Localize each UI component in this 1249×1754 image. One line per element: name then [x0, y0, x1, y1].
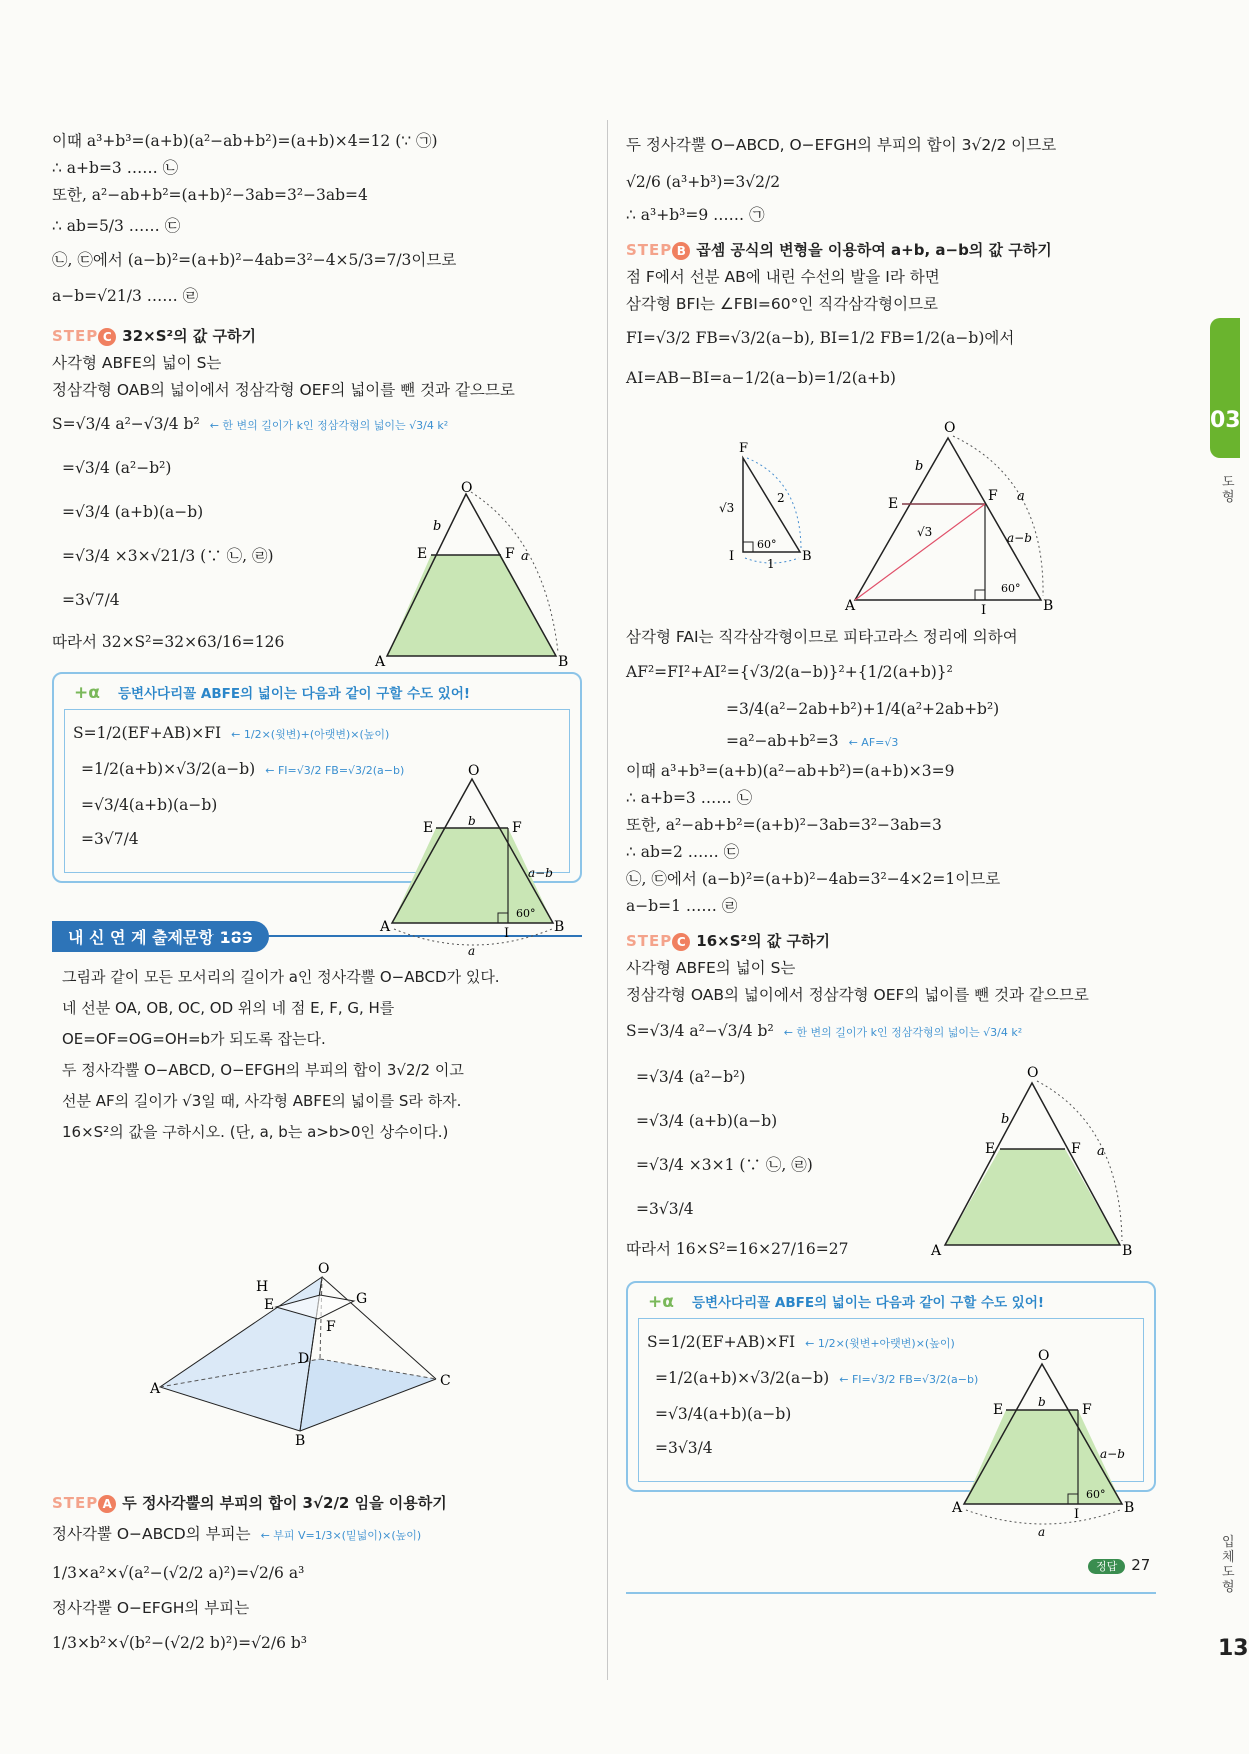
left-a-text-1: 정사각뿔 O−ABCD의 부피는	[52, 1525, 251, 1543]
py-label-h: H	[256, 1279, 269, 1295]
step-a-label: STEP	[52, 1494, 99, 1512]
right-trapezoid-figure	[925, 1065, 1140, 1259]
triangle-oab-3	[855, 438, 1041, 600]
left-step-a-block	[52, 1482, 582, 1663]
left-plus-line-1	[73, 716, 561, 752]
right-c-formula-1: S=√3/4 a²−√3/4 b²	[626, 1022, 774, 1040]
left-c-line-5: =√3/4 (a+b)(a−b)	[62, 503, 204, 521]
label-a-len-2: a	[468, 944, 476, 958]
page-number: 13	[1218, 1636, 1249, 1661]
py-label-c: C	[440, 1373, 451, 1389]
plus-alpha-icon: +α	[74, 683, 100, 703]
right-b2-line-8: ∴ ab=2 …… ㉢	[626, 843, 740, 861]
rt-label-a: A	[845, 598, 856, 614]
right-c-note: ← 한 변의 길이가 k인 정삼각형의 넓이는 √3/4 k²	[783, 1026, 1023, 1039]
rt-label-e: E	[888, 496, 899, 512]
side-text-top: 도형	[1222, 475, 1235, 505]
right-plus-head	[648, 1291, 1144, 1312]
right-plus-line-3: =√3/4(a+b)(a−b)	[655, 1405, 792, 1423]
rt-label-a-len: a	[1017, 489, 1025, 504]
step-a-title: 두 정사각뿔의 부피의 합이 3√2/2 임을 이용하기	[122, 1494, 447, 1512]
right-step-c-heading	[626, 930, 1156, 951]
right-column	[626, 128, 1156, 398]
left-plus-head	[74, 682, 570, 703]
label-f-2: F	[512, 820, 522, 836]
left-c-line-8: 따라서 32×S²=32×63/16=126	[52, 633, 285, 651]
right-b2-line-10: a−b=1 …… ㉣	[626, 897, 738, 915]
tz-label-e: E	[985, 1141, 996, 1157]
tz-label-b: B	[1122, 1243, 1133, 1259]
left-line-3: 또한, a²−ab+b²=(a+b)²−3ab=3²−3ab=4	[52, 186, 368, 204]
step-b-label: STEP	[626, 241, 673, 259]
tz-label-b-len: b	[1001, 1112, 1010, 1127]
left-plus-line-4: =3√7/4	[81, 830, 139, 848]
py-label-a: A	[150, 1381, 161, 1397]
left-c-line-1: 사각형 ABFE의 넓이 S는	[52, 354, 222, 372]
st-label-60: 60°	[757, 538, 777, 551]
st-label-2: 2	[777, 491, 785, 505]
right-plus-line-4: =3√3/4	[655, 1439, 713, 1457]
arc-a-3	[953, 436, 1043, 596]
left-step-c-heading	[52, 325, 582, 346]
py-label-d: D	[298, 1351, 310, 1367]
left-a-line-3: 정사각뿔 O−EFGH의 부피는	[52, 1599, 250, 1617]
st-label-f: F	[739, 441, 749, 456]
problem-line-4: 두 정사각뿔 O−ABCD, O−EFGH의 부피의 합이 3√2/2 이고	[62, 1061, 464, 1079]
label-amb-2: a−b	[528, 866, 553, 880]
pf-label-a: A	[952, 1500, 963, 1516]
right-b2-line-7: 또한, a²−ab+b²=(a+b)²−3ab=3²−3ab=3	[626, 816, 942, 834]
problem-line-2: 네 선분 OA, OB, OC, OD 위의 네 점 E, F, G, H를	[62, 999, 395, 1017]
pf-label-o: O	[1038, 1348, 1050, 1364]
right-plus-head-text: 등변사다리꼴 ABFE의 넓이는 다음과 같이 구할 수도 있어!	[691, 1295, 1045, 1311]
st-label-b: B	[802, 549, 812, 564]
tz-label-f: F	[1071, 1141, 1081, 1157]
right-main-triangle-figure	[845, 420, 1060, 618]
left-a-line-2: 1/3×a²×√(a²−(√2/2 a)²)=√2/6 a³	[52, 1564, 305, 1582]
step-b-title: 곱셈 공식의 변형을 이용하여 a+b, a−b의 값 구하기	[696, 241, 1052, 259]
problem-line-1: 그림과 같이 모든 모서리의 길이가 a인 정사각뿔 O−ABCD가 있다.	[62, 968, 500, 986]
label-b-2: B	[554, 919, 565, 935]
left-c-line-6: =√3/4 ×3×√21/3 (∵ ㉡, ㉣)	[62, 547, 274, 565]
pf-label-i: I	[1074, 1507, 1080, 1522]
right-b2-line-3: =3/4(a²−2ab+b²)+1/4(a²+2ab+b²)	[726, 700, 1000, 718]
right-plus-figure	[950, 1348, 1140, 1542]
label-b: B	[558, 654, 569, 670]
right-c-line-8: 따라서 16×S²=16×27/16=27	[626, 1240, 849, 1258]
right-b2-line-9: ㉡, ㉢에서 (a−b)²=(a+b)²−4ab=3²−4×2=1이므로	[626, 870, 1001, 888]
label-60-2: 60°	[516, 907, 536, 920]
rt-label-f: F	[988, 488, 998, 504]
right-angle-mark-2	[743, 542, 753, 552]
right-af-note: ← AF=√3	[848, 736, 899, 749]
right-line-3: ∴ a³+b³=9 …… ㉠	[626, 206, 765, 224]
step-b-circle: B	[672, 242, 690, 260]
st-label-sqrt3: √3	[719, 501, 735, 515]
left-a-note: ← 부피 V=1/3×(밑넓이)×(높이)	[260, 1529, 422, 1542]
py-label-e: E	[264, 1297, 275, 1313]
right-c-line-1: 사각형 ABFE의 넓이 S는	[626, 959, 796, 977]
rt-label-amb: a−b	[1007, 531, 1032, 545]
right-plus-note-2: ← FI=√3/2 FB=√3/2(a−b)	[839, 1373, 979, 1386]
label-b-len: b	[433, 519, 442, 534]
pyramid-figure	[150, 1261, 500, 1449]
answer-badge: 정답	[1088, 1559, 1125, 1574]
left-c-note: ← 한 변의 길이가 k인 정삼각형의 넓이는 √3/4 k²	[209, 419, 449, 432]
label-b-len-2: b	[468, 814, 476, 828]
left-line-1: 이때 a³+b³=(a+b)(a²−ab+b²)=(a+b)×4=12 (∵ ㉠)	[52, 132, 438, 150]
right-c-line-3	[626, 1009, 1156, 1055]
right-b-line-1: 점 F에서 선분 AB에 내린 수선의 발을 I라 하면	[626, 268, 940, 286]
step-c2-label: STEP	[626, 932, 673, 950]
segment-af	[855, 504, 985, 600]
right-c-line-7: =3√3/4	[636, 1200, 694, 1218]
right-b-line-3: FI=√3/2 FB=√3/2(a−b), BI=1/2 FB=1/2(a−b)에서	[626, 329, 1015, 347]
right-b2-line-6: ∴ a+b=3 …… ㉡	[626, 789, 753, 807]
label-i-2: I	[504, 926, 510, 941]
tz-label-a: A	[931, 1243, 942, 1259]
arc-bottom-5	[966, 1510, 1120, 1524]
pf-label-a-len: a	[1038, 1525, 1046, 1539]
right-b2-line-1: 삼각형 FAI는 직각삼각형이므로 피타고라스 정리에 의하여	[626, 628, 1018, 646]
pf-label-b-len: b	[1038, 1395, 1046, 1409]
right-b-line-2: 삼각형 BFI는 ∠FBI=60°인 직각삼각형이므로	[626, 295, 939, 313]
left-trapezoid-figure	[355, 480, 570, 670]
step-c2-circle: C	[672, 933, 690, 951]
step-a-circle: A	[98, 1495, 116, 1513]
right-b2-line-5: 이때 a³+b³=(a+b)(a²−ab+b²)=(a+b)×3=9	[626, 762, 955, 780]
bottom-rule	[626, 1592, 1156, 1594]
py-label-f: F	[326, 1319, 336, 1335]
answer	[1088, 1556, 1150, 1574]
rt-label-b-len: b	[915, 459, 924, 474]
label-f: F	[505, 546, 515, 562]
left-line-5: ㉡, ㉢에서 (a−b)²=(a+b)²−4ab=3²−4×5/3=7/3이므로	[52, 251, 457, 269]
right-step-b-heading	[626, 239, 1156, 260]
pf-label-b: B	[1124, 1500, 1135, 1516]
left-a-line-4: 1/3×b²×√(b²−(√2/2 b)²)=√2/6 b³	[52, 1634, 308, 1652]
rt-label-i: I	[981, 603, 987, 618]
right-line-2: √2/6 (a³+b³)=3√2/2	[626, 173, 781, 191]
st-label-i: I	[729, 549, 735, 564]
left-line-6: a−b=√21/3 …… ㉣	[52, 287, 199, 305]
label-a-2: A	[380, 919, 391, 935]
pf-label-60: 60°	[1086, 1488, 1106, 1501]
right-plus-note-1: ← 1/2×(윗변+아랫변)×(높이)	[805, 1337, 955, 1350]
right-angle-mark-3	[975, 590, 985, 600]
rt-label-b: B	[1043, 598, 1054, 614]
pf-label-f: F	[1082, 1402, 1092, 1418]
step-title: 32×S²의 값 구하기	[122, 327, 256, 345]
tz-label-a-len: a	[1097, 1144, 1105, 1159]
left-plus-formula-2: =1/2(a+b)×√3/2(a−b)	[81, 760, 256, 778]
left-c-line-3	[52, 404, 582, 446]
right-small-triangle-figure	[715, 440, 825, 570]
problem-line-5: 선분 AF의 길이가 √3일 때, 사각형 ABFE의 넓이를 S라 하자.	[62, 1092, 462, 1110]
side-chapter-tab	[1210, 318, 1240, 458]
left-c-line-2: 정삼각형 OAB의 넓이에서 정삼각형 OEF의 넓이를 뺀 것과 같으므로	[52, 381, 515, 399]
left-c-line-4: =√3/4 (a²−b²)	[62, 459, 172, 477]
right-plus-formula-1: S=1/2(EF+AB)×FI	[647, 1333, 796, 1351]
side-text-bottom: 입체도형	[1222, 1535, 1235, 1595]
label-a: A	[375, 654, 386, 670]
arc-bottom	[394, 929, 552, 945]
left-line-2: ∴ a+b=3 …… ㉡	[52, 159, 179, 177]
label-a-len: a	[521, 549, 529, 564]
step-label: STEP	[52, 327, 99, 345]
right-c-line-4: =√3/4 (a²−b²)	[636, 1068, 746, 1086]
problem-line-6: 16×S²의 값을 구하시오. (단, a, b는 a>b>0인 상수이다.)	[62, 1123, 449, 1141]
column-divider	[607, 120, 608, 1680]
left-plus-note-1: ← 1/2×(윗변)+(아랫변)×(높이)	[231, 728, 390, 741]
right-c-line-5: =√3/4 (a+b)(a−b)	[636, 1112, 778, 1130]
problem-heading: 내 신 연 계 출제문항 189	[52, 921, 269, 952]
label-o-2: O	[468, 763, 480, 779]
left-plus-figure	[378, 765, 578, 965]
py-label-b: B	[295, 1433, 306, 1449]
right-c-line-2: 정삼각형 OAB의 넓이에서 정삼각형 OEF의 넓이를 뺀 것과 같으므로	[626, 986, 1089, 1004]
step-circle: C	[98, 328, 116, 346]
left-plus-head-text: 등변사다리꼴 ABFE의 넓이는 다음과 같이 구할 수도 있어!	[117, 686, 471, 702]
left-c-line-7: =3√7/4	[62, 591, 120, 609]
tz-label-o: O	[1027, 1065, 1039, 1081]
label-e: E	[417, 546, 428, 562]
right-b2-line-4	[626, 726, 1156, 758]
pf-label-e: E	[993, 1402, 1004, 1418]
arc-fb	[747, 458, 801, 548]
right-b2-formula-4: =a²−ab+b²=3	[726, 732, 839, 750]
left-c-formula-1: S=√3/4 a²−√3/4 b²	[52, 415, 200, 433]
py-label-g: G	[356, 1291, 368, 1307]
right-line-1: 두 정사각뿔 O−ABCD, O−EFGH의 부피의 합이 3√2/2 이므로	[626, 136, 1057, 154]
answer-value: 27	[1131, 1556, 1151, 1574]
plus-alpha-icon-2: +α	[648, 1292, 674, 1312]
side-tab-number: 03	[1210, 408, 1241, 433]
left-line-4: ∴ ab=5/3 …… ㉢	[52, 217, 181, 235]
left-plus-formula-1: S=1/2(EF+AB)×FI	[73, 724, 222, 742]
left-plus-line-3: =√3/4(a+b)(a−b)	[81, 796, 218, 814]
right-plus-formula-2: =1/2(a+b)×√3/2(a−b)	[655, 1369, 830, 1387]
py-label-o: O	[318, 1261, 330, 1277]
rt-label-sqrt3: √3	[917, 525, 933, 539]
right-c-line-6: =√3/4 ×3×1 (∵ ㉡, ㉣)	[636, 1156, 813, 1174]
left-step-a-heading	[52, 1492, 582, 1513]
step-c2-title: 16×S²의 값 구하기	[696, 932, 830, 950]
left-plus-note-2: ← FI=√3/2 FB=√3/2(a−b)	[265, 764, 405, 777]
label-o: O	[461, 480, 473, 496]
rt-label-60: 60°	[1001, 582, 1021, 595]
label-e-2: E	[423, 820, 434, 836]
rt-label-o: O	[944, 420, 956, 436]
problem-line-3: OE=OF=OG=OH=b가 되도록 잡는다.	[62, 1030, 326, 1048]
left-a-line-1	[52, 1517, 582, 1553]
st-label-1: 1	[767, 557, 775, 571]
pf-label-amb: a−b	[1100, 1447, 1125, 1461]
right-b-line-4: AI=AB−BI=a−1/2(a−b)=1/2(a+b)	[626, 369, 896, 387]
problem-text	[52, 962, 582, 1148]
right-b2-line-2: AF²=FI²+AI²={√3/2(a−b)}²+{1/2(a+b)}²	[626, 663, 953, 681]
